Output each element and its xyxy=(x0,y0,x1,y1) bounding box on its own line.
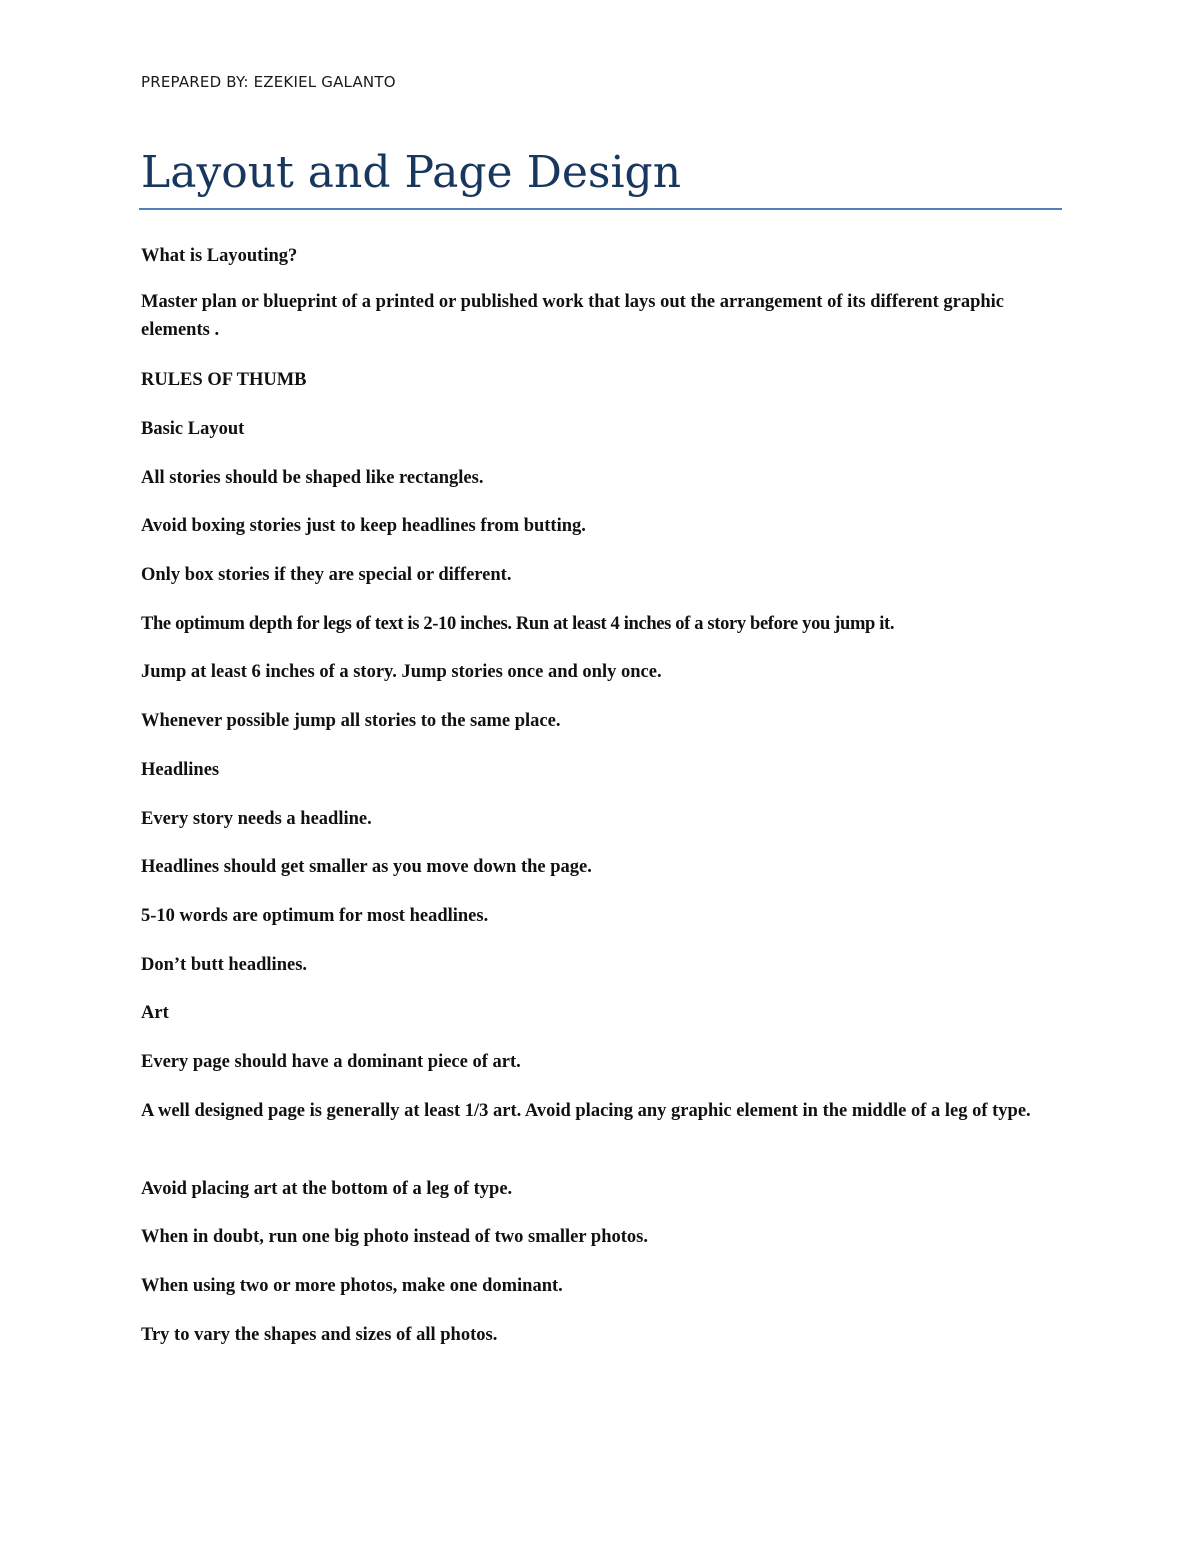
rule-item: Try to vary the shapes and sizes of all photos. xyxy=(141,1325,498,1345)
definition-paragraph: Master plan or blueprint of a printed or published work that lays out the arrangement of its different graphic elements . xyxy=(141,292,1004,340)
rule-item: 5-10 words are optimum for most headlines. xyxy=(141,906,489,926)
rule-item: Only box stories if they are special or different. xyxy=(141,565,512,585)
rule-item: When in doubt, run one big photo instead of two smaller photos. xyxy=(141,1227,648,1247)
rule-item: Headlines should get smaller as you move down the page. xyxy=(141,857,592,877)
rule-item: The optimum depth for legs of text is 2-10 inches. Run at least 4 inches of a story before you jump it. xyxy=(141,614,895,634)
page-title: Layout and Page Design xyxy=(141,147,682,198)
rule-item: Don’t butt headlines. xyxy=(141,955,308,975)
rule-item: All stories should be shaped like rectangles. xyxy=(141,468,484,488)
rule-item: Jump at least 6 inches of a story. Jump stories once and only once. xyxy=(141,662,662,682)
subheading-headlines: Headlines xyxy=(141,760,220,780)
rule-item: Every page should have a dominant piece of art. xyxy=(141,1052,521,1072)
rule-item: A well designed page is generally at least 1/3 art. Avoid placing any graphic element in the middle of a leg of type. xyxy=(141,1101,1031,1121)
subheading-art: Art xyxy=(141,1003,169,1023)
rule-item: Whenever possible jump all stories to the same place. xyxy=(141,711,561,731)
prepared-by-header: PREPARED BY: EZEKIEL GALANTO xyxy=(141,73,396,91)
section-question: What is Layouting? xyxy=(141,246,298,266)
rule-item: Avoid boxing stories just to keep headlines from butting. xyxy=(141,516,586,536)
rule-item: When using two or more photos, make one dominant. xyxy=(141,1276,563,1296)
section-heading-rules: RULES OF THUMB xyxy=(141,370,307,390)
rule-item: Every story needs a headline. xyxy=(141,809,372,829)
rule-item: Avoid placing art at the bottom of a leg of type. xyxy=(141,1179,513,1199)
subheading-basic-layout: Basic Layout xyxy=(141,419,245,439)
title-divider xyxy=(139,208,1062,210)
